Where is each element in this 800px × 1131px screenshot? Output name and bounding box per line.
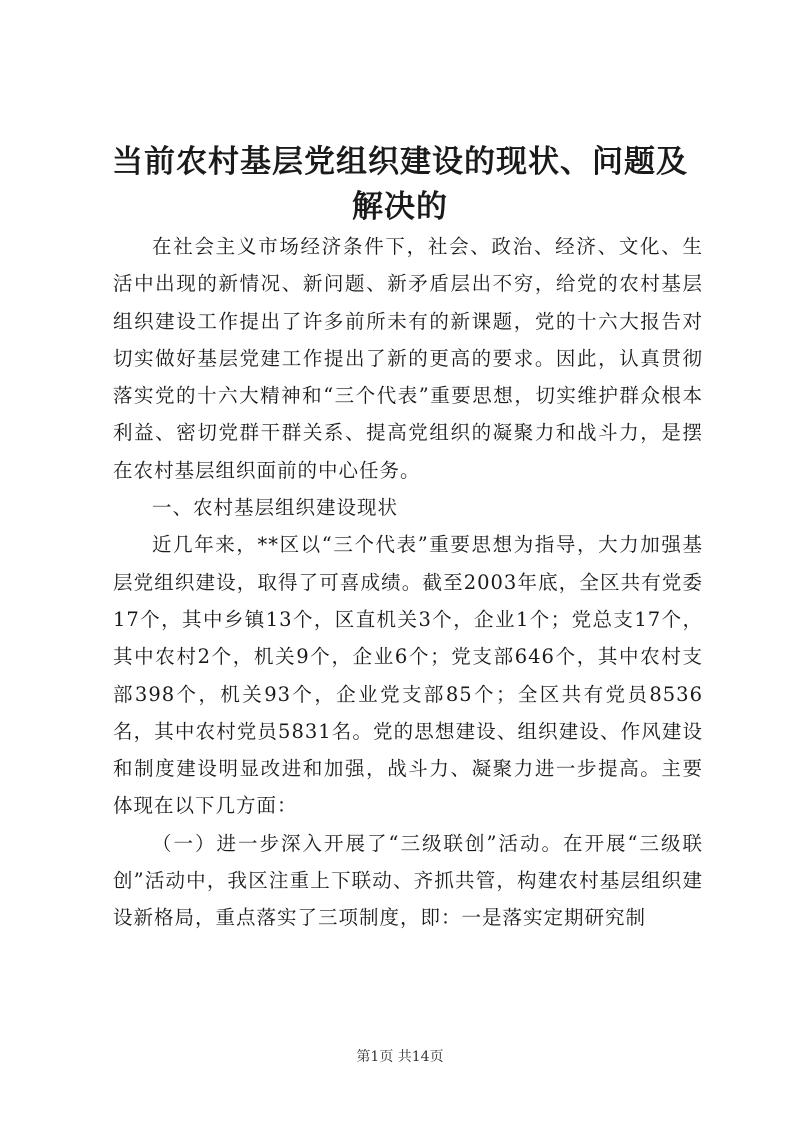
subsection-paragraph: （一）进一步深入开展了“三级联创”活动。在开展“三级联创”活动中，我区注重上下联动、齐抓共管，构建农村基层组织建设新格局，重点落实了三项制度，即：一是落实定期研究制 <box>113 831 703 930</box>
page-footer: 第1页 共14页 <box>356 1049 444 1065</box>
status-paragraph: 近几年来，**区以“三个代表”重要思想为指导，大力加强基层党组织建设，取得了可喜成绩。截至2003年底，全区共有党委17个，其中乡镇13个，区直机关3个，企业1个；党总支17个，其中农村2个，机关9个，企业6个；党支部646个，其中农村支部398个，机关93个，企业党支部85个；全区共有党员8536名，其中农村党员5831名。党的思想建设、组织建设、作风建设和制度建设明显改进和加强，战斗力、凝聚力进一步提高。主要体现在以下几方面： <box>113 533 703 818</box>
document-body <box>113 228 703 937</box>
section-heading: 一、农村基层组织建设现状 <box>152 496 399 520</box>
document-title: 当前农村基层党组织建设的现状、问题及解决的 <box>112 144 688 225</box>
intro-paragraph: 在社会主义市场经济条件下，社会、政治、经济、文化、生活中出现的新情况、新问题、新矛盾层出不穷，给党的农村基层组织建设工作提出了许多前所未有的新课题，党的十六大报告对切实做好基层党建工作提出了新的更高的要求。因此，认真贯彻落实党的十六大精神和“三个代表”重要思想，切实维护群众根本利益、密切党群干群关系、提高党组织的凝聚力和战斗力，是摆在农村基层组织面前的中心任务。 <box>113 235 703 482</box>
